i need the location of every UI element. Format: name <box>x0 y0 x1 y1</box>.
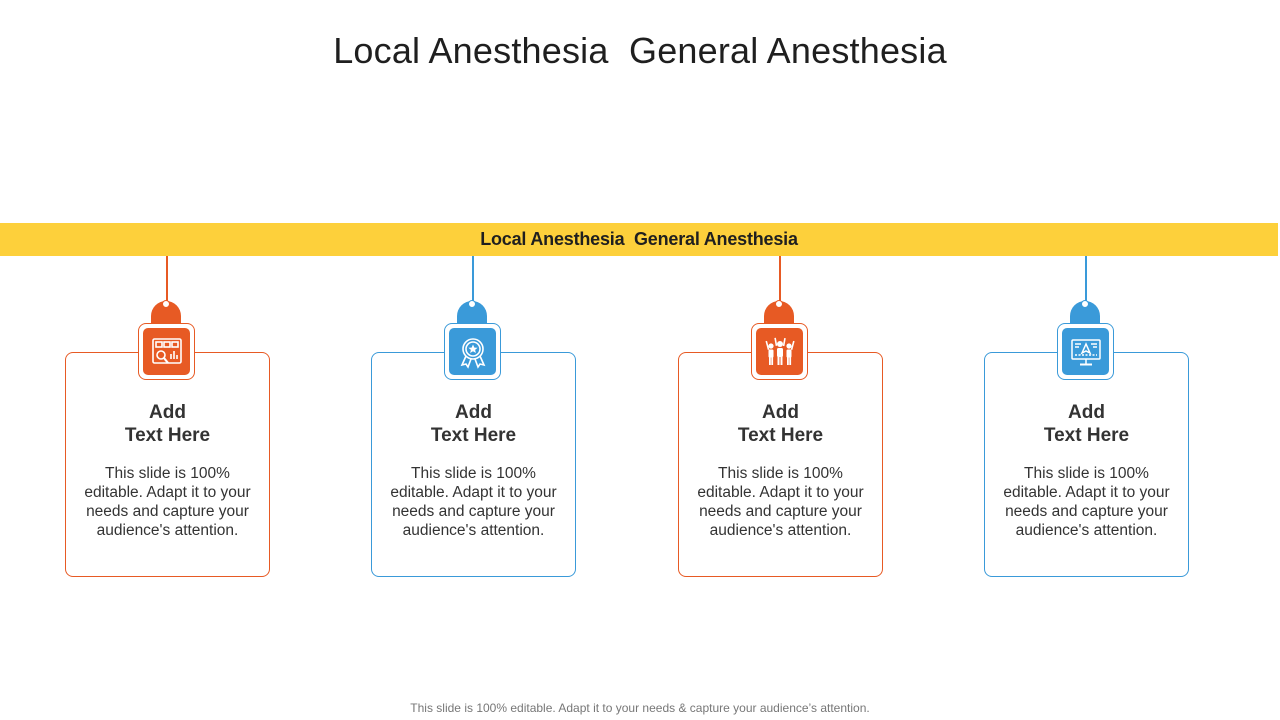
connector-line <box>1085 256 1087 303</box>
connector-dot <box>1081 300 1089 308</box>
card-column-3 <box>678 256 883 578</box>
connector-line <box>472 256 474 303</box>
card-heading: Add Text Here <box>430 402 517 446</box>
icon-frame <box>138 323 195 380</box>
team-celebration-icon <box>756 328 803 375</box>
footer-note: This slide is 100% editable. Adapt it to your needs & capture your audience’s attention. <box>410 701 870 715</box>
card-column-1 <box>65 256 270 578</box>
band-label: Local Anesthesia General Anesthesia <box>480 229 798 249</box>
card-heading: Add Text Here <box>124 402 211 446</box>
award-badge-icon <box>449 328 496 375</box>
connector-line <box>779 256 781 303</box>
icon-frame <box>1057 323 1114 380</box>
header-band <box>0 223 1278 256</box>
card-description: This slide is 100% editable. Adapt it to your needs and capture your audience's attention. <box>390 465 557 539</box>
card-description: This slide is 100% editable. Adapt it to your needs and capture your audience's attention. <box>697 465 864 539</box>
card-heading: Add Text Here <box>1043 402 1130 446</box>
card-description: This slide is 100% editable. Adapt it to your needs and capture your audience's attention. <box>1003 465 1170 539</box>
icon-frame <box>444 323 501 380</box>
card-heading: Add Text Here <box>737 402 824 446</box>
connector-dot <box>775 300 783 308</box>
connector-dot <box>162 300 170 308</box>
connector-dot <box>468 300 476 308</box>
card-column-2 <box>371 256 576 578</box>
icon-frame <box>751 323 808 380</box>
card-column-4 <box>984 256 1189 578</box>
card-description: This slide is 100% editable. Adapt it to your needs and capture your audience's attention. <box>84 465 251 539</box>
slide-title: Local Anesthesia General Anesthesia <box>333 30 947 71</box>
analytics-dashboard-icon <box>143 328 190 375</box>
connector-line <box>166 256 168 303</box>
blueprint-monitor-icon <box>1062 328 1109 375</box>
